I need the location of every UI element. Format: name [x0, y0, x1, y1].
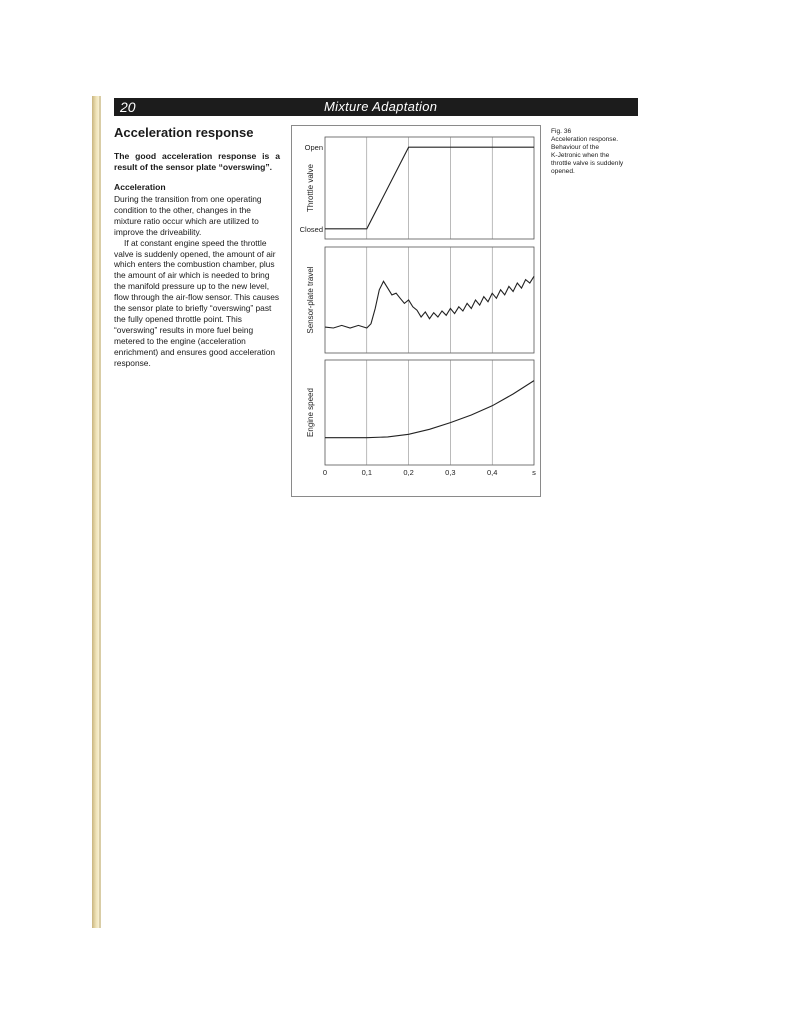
body-paragraph-1: During the transition from one operating condition to the other, changes in the mixture ratio occur which are utilized to improve the driveability.	[114, 194, 262, 237]
chapter-title: Mixture Adaptation	[324, 99, 438, 114]
panel-frame	[325, 247, 534, 353]
page-header	[114, 98, 638, 116]
y-axis-label: Throttle valve	[306, 163, 315, 213]
binding-edge-line	[99, 96, 101, 928]
acceleration-chart	[291, 125, 541, 497]
panel-frame	[325, 137, 534, 239]
figure-caption	[551, 128, 641, 176]
y-axis-label: Engine speed	[306, 388, 315, 437]
y-tick-closed: Closed	[299, 224, 323, 234]
series-line-engine-speed	[325, 381, 534, 438]
y-tick-open: Open	[304, 143, 323, 153]
body-text	[114, 194, 280, 369]
y-axis-label: Sensor-plate travel	[306, 266, 315, 334]
subheading-acceleration: Acceleration	[114, 182, 166, 192]
caption-line-3: K-Jetronic when the	[551, 152, 610, 159]
series-line-sensor-plate-travel	[325, 276, 534, 328]
x-tick-label: 0,4	[486, 468, 498, 477]
panel-engine-speed	[306, 360, 534, 465]
x-tick-label: s	[532, 468, 536, 477]
section-title: Acceleration response	[114, 125, 254, 140]
panel-sensor-plate-travel	[306, 247, 534, 353]
caption-number: Fig. 36	[551, 128, 572, 135]
body-paragraph-2: If at constant engine speed the throttle valve is suddenly opened, the amount of air which enters the combustion chamber, plus the amount of air which is needed to bring the manifold pressure up to the new level, flow through the air-flow sensor. This causes the sensor plate to briefly “overswing” past the fully opened throttle point. This “overswing” results in more fuel being metered to the engine (acceleration enrichment) and ensures good acceleration response.	[114, 237, 280, 368]
series-line-throttle-valve	[325, 147, 534, 229]
x-tick-label: 0,3	[445, 468, 456, 477]
panel-throttle-valve	[300, 137, 534, 239]
x-tick-label: 0	[322, 468, 328, 477]
caption-line-5: opened.	[551, 168, 575, 175]
caption-line-4: throttle valve is suddenly	[551, 160, 624, 167]
x-tick-label: 0,1	[361, 468, 373, 477]
page-number: 20	[120, 99, 136, 115]
caption-line-2: Behaviour of the	[551, 144, 600, 151]
binding-edge	[92, 96, 99, 928]
x-tick-label: 0,2	[403, 468, 414, 477]
caption-line-1: Acceleration response.	[551, 136, 619, 143]
lead-paragraph: The good acceleration response is a result of the sensor plate “overswing”.	[114, 151, 280, 172]
panel-frame	[325, 360, 534, 465]
